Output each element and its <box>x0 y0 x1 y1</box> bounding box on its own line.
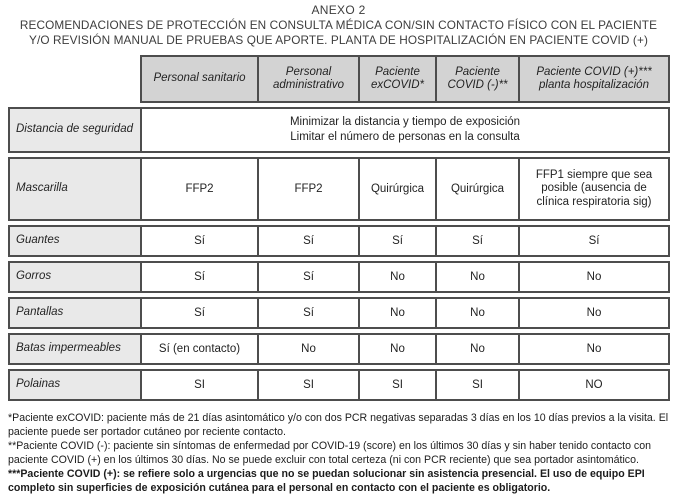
footnotes <box>8 411 669 495</box>
row-label-pantallas: Pantallas <box>8 297 140 329</box>
row-label-polainas: Polainas <box>8 369 140 401</box>
row-label-distancia-seguridad: Distancia de seguridad <box>8 107 140 153</box>
cell-mascarilla-sanitario: FFP2 <box>140 157 257 221</box>
title-block <box>0 0 677 47</box>
row-label-mascarilla: Mascarilla <box>8 157 140 221</box>
row-label-gorros: Gorros <box>8 261 140 293</box>
distancia-line-1: Minimizar la distancia y tiempo de exposición <box>289 116 521 128</box>
cell-distancia-merged <box>140 107 670 153</box>
footnote-excovid: *Paciente exCOVID: paciente más de 21 días asintomático y/o con dos PCR negativas separadas 3 días en los 10 días previos a la visita. El paciente puede ser portador cutáneo por reciente contacto. <box>8 412 669 438</box>
cell-gorros-covid-pos: No <box>518 261 670 293</box>
cell-guantes-covid-neg: Sí <box>435 225 518 257</box>
row-batas-impermeables <box>8 333 670 365</box>
cell-gorros-sanitario: Sí <box>140 261 257 293</box>
document-title-line-1: RECOMENDACIONES DE PROTECCIÓN EN CONSULTA MÉDICA CON/SIN CONTACTO FÍSICO CON EL PACIENTE <box>19 18 658 32</box>
header-row <box>8 55 670 103</box>
row-gorros <box>8 261 670 293</box>
cell-gorros-excovid: No <box>358 261 435 293</box>
row-polainas <box>8 369 670 401</box>
cell-pantallas-excovid: No <box>358 297 435 329</box>
cell-guantes-sanitario: Sí <box>140 225 257 257</box>
cell-batas-administrativo: No <box>257 333 358 365</box>
col-header-personal-administrativo: Personal administrativo <box>257 55 358 103</box>
corner-cell <box>8 55 140 103</box>
cell-pantallas-administrativo: Sí <box>257 297 358 329</box>
cell-polainas-excovid: SI <box>358 369 435 401</box>
col-header-paciente-covid-neg: Paciente COVID (-)** <box>435 55 518 103</box>
cell-mascarilla-covid-pos: FFP1 siempre que sea posible (ausencia de clínica respiratoria sig) <box>518 157 670 221</box>
cell-polainas-sanitario: SI <box>140 369 257 401</box>
row-mascarilla <box>8 157 670 221</box>
document-title-line-2: Y/O REVISIÓN MANUAL DE PRUEBAS QUE APORTE. PLANTA DE HOSPITALIZACIÓN EN PACIENTE COVID (+) <box>29 32 648 47</box>
annex-label: ANEXO 2 <box>311 3 366 17</box>
cell-pantallas-covid-pos: No <box>518 297 670 329</box>
row-label-batas-impermeables: Batas impermeables <box>8 333 140 365</box>
cell-guantes-administrativo: Sí <box>257 225 358 257</box>
row-guantes <box>8 225 670 257</box>
footnote-covid-positivo: ***Paciente COVID (+): se refiere solo a urgencias que no se puedan solucionar sin asistencia presencial. El uso de equipo EPI completo sin superficies de exposición cutánea para el personal en contacto con el paciente es obligatorio. <box>8 468 645 494</box>
cell-pantallas-covid-neg: No <box>435 297 518 329</box>
cell-batas-excovid: No <box>358 333 435 365</box>
cell-mascarilla-excovid: Quirúrgica <box>358 157 435 221</box>
cell-polainas-covid-pos: NO <box>518 369 670 401</box>
cell-mascarilla-covid-neg: Quirúrgica <box>435 157 518 221</box>
col-header-paciente-covid-pos: Paciente COVID (+)*** planta hospitalización <box>518 55 670 103</box>
cell-pantallas-sanitario: Sí <box>140 297 257 329</box>
distancia-line-2: Limitar el número de personas en la consulta <box>290 131 520 143</box>
cell-batas-sanitario: Sí (en contacto) <box>140 333 257 365</box>
protection-recommendations-table <box>8 51 670 405</box>
col-header-personal-sanitario: Personal sanitario <box>140 55 257 103</box>
col-header-paciente-excovid: Paciente exCOVID* <box>358 55 435 103</box>
cell-mascarilla-administrativo: FFP2 <box>257 157 358 221</box>
row-label-guantes: Guantes <box>8 225 140 257</box>
row-pantallas <box>8 297 670 329</box>
cell-gorros-administrativo: Sí <box>257 261 358 293</box>
cell-batas-covid-pos: No <box>518 333 670 365</box>
cell-batas-covid-neg: No <box>435 333 518 365</box>
cell-gorros-covid-neg: No <box>435 261 518 293</box>
row-distancia-seguridad <box>8 107 670 153</box>
cell-guantes-covid-pos: Sí <box>518 225 670 257</box>
cell-polainas-covid-neg: SI <box>435 369 518 401</box>
cell-guantes-excovid: Sí <box>358 225 435 257</box>
cell-polainas-administrativo: SI <box>257 369 358 401</box>
footnote-covid-negativo: **Paciente COVID (-): paciente sin síntomas de enfermedad por COVID-19 (score) en los últimos 30 días y sin haber tenido contacto con paciente COVID (+) en los últimos 30 días. No se puede excluir con total certeza (ni con PCR reciente) que sea portador asintomático. <box>8 440 652 466</box>
